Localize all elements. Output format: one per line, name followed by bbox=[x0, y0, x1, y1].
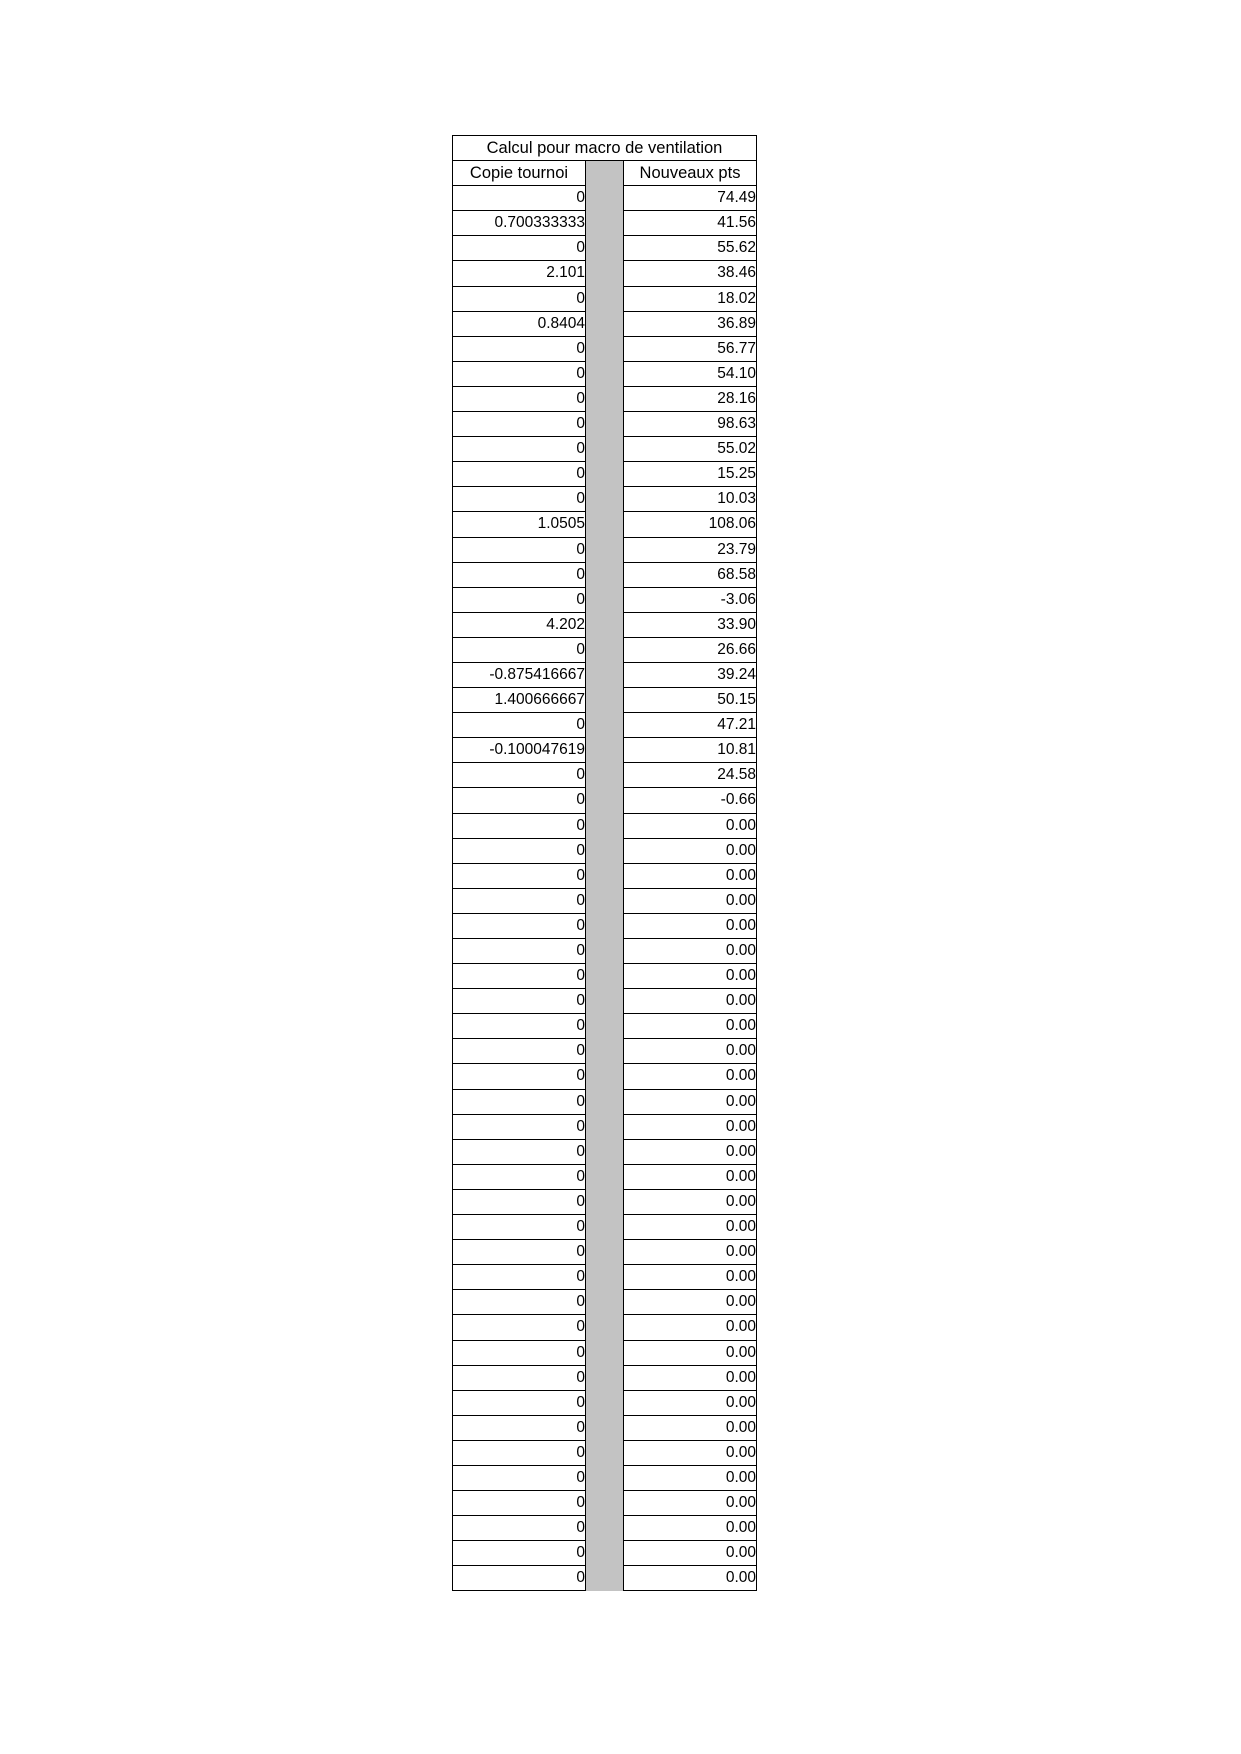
cell-nouveaux-pts[interactable]: 0.00 bbox=[624, 1265, 757, 1290]
table-row bbox=[453, 336, 757, 361]
table-row bbox=[453, 1139, 757, 1164]
cell-nouveaux-pts[interactable]: 0.00 bbox=[624, 1440, 757, 1465]
cell-spacer bbox=[586, 1039, 624, 1064]
table-row bbox=[453, 1465, 757, 1490]
cell-spacer bbox=[586, 637, 624, 662]
cell-nouveaux-pts[interactable]: 56.77 bbox=[624, 336, 757, 361]
cell-spacer bbox=[586, 763, 624, 788]
table-row bbox=[453, 662, 757, 687]
table-row bbox=[453, 1440, 757, 1465]
cell-nouveaux-pts[interactable]: 38.46 bbox=[624, 261, 757, 286]
cell-copie-tournoi[interactable]: 0 bbox=[453, 386, 586, 411]
table-row bbox=[453, 1290, 757, 1315]
cell-nouveaux-pts[interactable]: 0.00 bbox=[624, 1089, 757, 1114]
cell-nouveaux-pts[interactable]: -0.66 bbox=[624, 788, 757, 813]
cell-nouveaux-pts[interactable]: 24.58 bbox=[624, 763, 757, 788]
cell-spacer bbox=[586, 236, 624, 261]
cell-spacer bbox=[586, 462, 624, 487]
cell-nouveaux-pts[interactable]: 0.00 bbox=[624, 1566, 757, 1591]
cell-nouveaux-pts[interactable]: 0.00 bbox=[624, 1315, 757, 1340]
cell-copie-tournoi[interactable]: 0 bbox=[453, 537, 586, 562]
cell-nouveaux-pts[interactable]: 0.00 bbox=[624, 1465, 757, 1490]
table-row bbox=[453, 763, 757, 788]
cell-nouveaux-pts[interactable]: 0.00 bbox=[624, 1340, 757, 1365]
cell-nouveaux-pts[interactable]: 50.15 bbox=[624, 688, 757, 713]
table-row bbox=[453, 311, 757, 336]
cell-nouveaux-pts[interactable]: 28.16 bbox=[624, 386, 757, 411]
table-title-row bbox=[453, 136, 757, 161]
cell-copie-tournoi[interactable]: 0 bbox=[453, 1215, 586, 1240]
cell-nouveaux-pts[interactable]: 0.00 bbox=[624, 838, 757, 863]
table-row bbox=[453, 1039, 757, 1064]
cell-spacer bbox=[586, 1415, 624, 1440]
cell-nouveaux-pts[interactable]: 0.00 bbox=[624, 1365, 757, 1390]
table-row bbox=[453, 939, 757, 964]
cell-spacer bbox=[586, 412, 624, 437]
table-row bbox=[453, 1541, 757, 1566]
cell-copie-tournoi[interactable]: -0.875416667 bbox=[453, 662, 586, 687]
cell-copie-tournoi[interactable]: 0 bbox=[453, 1265, 586, 1290]
cell-spacer bbox=[586, 1390, 624, 1415]
cell-copie-tournoi[interactable]: 0 bbox=[453, 186, 586, 211]
cell-copie-tournoi[interactable]: 0 bbox=[453, 1189, 586, 1214]
cell-copie-tournoi[interactable]: 0 bbox=[453, 1064, 586, 1089]
table-row bbox=[453, 1189, 757, 1214]
cell-copie-tournoi[interactable]: 0 bbox=[453, 913, 586, 938]
cell-spacer bbox=[586, 888, 624, 913]
cell-copie-tournoi[interactable]: 0 bbox=[453, 1465, 586, 1490]
cell-nouveaux-pts[interactable]: 0.00 bbox=[624, 1164, 757, 1189]
table-row bbox=[453, 1014, 757, 1039]
cell-spacer bbox=[586, 713, 624, 738]
cell-copie-tournoi[interactable]: 2.101 bbox=[453, 261, 586, 286]
cell-copie-tournoi[interactable]: 0 bbox=[453, 1415, 586, 1440]
column-header-copie-tournoi[interactable]: Copie tournoi bbox=[453, 161, 586, 186]
cell-nouveaux-pts[interactable]: 54.10 bbox=[624, 361, 757, 386]
cell-nouveaux-pts[interactable]: 0.00 bbox=[624, 863, 757, 888]
cell-copie-tournoi[interactable]: 0 bbox=[453, 788, 586, 813]
cell-spacer bbox=[586, 186, 624, 211]
cell-nouveaux-pts[interactable]: 55.02 bbox=[624, 437, 757, 462]
cell-nouveaux-pts[interactable]: 47.21 bbox=[624, 713, 757, 738]
cell-nouveaux-pts[interactable]: 15.25 bbox=[624, 462, 757, 487]
cell-copie-tournoi[interactable]: 0 bbox=[453, 1139, 586, 1164]
table-row bbox=[453, 838, 757, 863]
cell-spacer bbox=[586, 1465, 624, 1490]
cell-nouveaux-pts[interactable]: 0.00 bbox=[624, 813, 757, 838]
cell-copie-tournoi[interactable]: 0 bbox=[453, 1114, 586, 1139]
table-row bbox=[453, 487, 757, 512]
cell-copie-tournoi[interactable]: 0 bbox=[453, 1089, 586, 1114]
table-header-row bbox=[453, 161, 757, 186]
cell-spacer bbox=[586, 1315, 624, 1340]
cell-spacer bbox=[586, 1240, 624, 1265]
cell-nouveaux-pts[interactable]: 33.90 bbox=[624, 612, 757, 637]
cell-copie-tournoi[interactable]: 0 bbox=[453, 562, 586, 587]
cell-nouveaux-pts[interactable]: 0.00 bbox=[624, 989, 757, 1014]
cell-nouveaux-pts[interactable]: 108.06 bbox=[624, 512, 757, 537]
table-row bbox=[453, 1164, 757, 1189]
cell-spacer bbox=[586, 1440, 624, 1465]
cell-spacer bbox=[586, 989, 624, 1014]
table-title: Calcul pour macro de ventilation bbox=[453, 136, 757, 161]
cell-spacer bbox=[586, 863, 624, 888]
cell-copie-tournoi[interactable]: 0 bbox=[453, 236, 586, 261]
cell-spacer bbox=[586, 512, 624, 537]
calcul-ventilation-table bbox=[452, 135, 757, 1591]
table-row bbox=[453, 386, 757, 411]
cell-spacer bbox=[586, 612, 624, 637]
column-header-nouveaux-pts[interactable]: Nouveaux pts bbox=[624, 161, 757, 186]
cell-copie-tournoi[interactable]: 0 bbox=[453, 437, 586, 462]
cell-spacer bbox=[586, 1365, 624, 1390]
cell-copie-tournoi[interactable]: 0 bbox=[453, 487, 586, 512]
cell-copie-tournoi[interactable]: 0 bbox=[453, 462, 586, 487]
cell-copie-tournoi[interactable]: 0 bbox=[453, 838, 586, 863]
table-row bbox=[453, 738, 757, 763]
cell-spacer bbox=[586, 286, 624, 311]
cell-copie-tournoi[interactable]: 0 bbox=[453, 587, 586, 612]
spreadsheet-region bbox=[452, 135, 756, 1591]
table-row bbox=[453, 1491, 757, 1516]
table-row bbox=[453, 286, 757, 311]
cell-spacer bbox=[586, 562, 624, 587]
cell-copie-tournoi[interactable]: 0 bbox=[453, 1240, 586, 1265]
cell-spacer bbox=[586, 261, 624, 286]
table-row bbox=[453, 512, 757, 537]
cell-spacer bbox=[586, 361, 624, 386]
cell-spacer bbox=[586, 211, 624, 236]
table-row bbox=[453, 913, 757, 938]
cell-spacer bbox=[586, 537, 624, 562]
cell-nouveaux-pts[interactable]: 0.00 bbox=[624, 1516, 757, 1541]
cell-spacer bbox=[586, 1491, 624, 1516]
cell-nouveaux-pts[interactable]: 74.49 bbox=[624, 186, 757, 211]
table-row bbox=[453, 989, 757, 1014]
table-row bbox=[453, 964, 757, 989]
cell-nouveaux-pts[interactable]: 68.58 bbox=[624, 562, 757, 587]
table-row bbox=[453, 361, 757, 386]
cell-spacer bbox=[586, 838, 624, 863]
table-row bbox=[453, 537, 757, 562]
table-row bbox=[453, 1215, 757, 1240]
cell-nouveaux-pts[interactable]: 0.00 bbox=[624, 1215, 757, 1240]
cell-spacer bbox=[586, 813, 624, 838]
table-row bbox=[453, 462, 757, 487]
cell-copie-tournoi[interactable]: 0 bbox=[453, 1164, 586, 1189]
table-row bbox=[453, 1365, 757, 1390]
cell-copie-tournoi[interactable]: 0 bbox=[453, 763, 586, 788]
cell-nouveaux-pts[interactable]: 41.56 bbox=[624, 211, 757, 236]
cell-spacer bbox=[586, 1215, 624, 1240]
cell-copie-tournoi[interactable]: 0.700333333 bbox=[453, 211, 586, 236]
cell-nouveaux-pts[interactable]: 0.00 bbox=[624, 1139, 757, 1164]
cell-nouveaux-pts[interactable]: -3.06 bbox=[624, 587, 757, 612]
cell-copie-tournoi[interactable]: 0 bbox=[453, 964, 586, 989]
cell-spacer bbox=[586, 939, 624, 964]
cell-nouveaux-pts[interactable]: 55.62 bbox=[624, 236, 757, 261]
table-row bbox=[453, 1315, 757, 1340]
cell-spacer bbox=[586, 1290, 624, 1315]
cell-copie-tournoi[interactable]: 0 bbox=[453, 939, 586, 964]
table-row bbox=[453, 1265, 757, 1290]
cell-copie-tournoi[interactable]: 0 bbox=[453, 286, 586, 311]
cell-spacer bbox=[586, 1189, 624, 1214]
cell-nouveaux-pts[interactable]: 0.00 bbox=[624, 1064, 757, 1089]
table-row bbox=[453, 1089, 757, 1114]
cell-spacer bbox=[586, 688, 624, 713]
cell-copie-tournoi[interactable]: 0 bbox=[453, 1315, 586, 1340]
table-row bbox=[453, 412, 757, 437]
table-row bbox=[453, 863, 757, 888]
cell-nouveaux-pts[interactable]: 0.00 bbox=[624, 1290, 757, 1315]
cell-copie-tournoi[interactable]: 0 bbox=[453, 1516, 586, 1541]
cell-nouveaux-pts[interactable]: 0.00 bbox=[624, 888, 757, 913]
cell-spacer bbox=[586, 1014, 624, 1039]
cell-nouveaux-pts[interactable]: 0.00 bbox=[624, 1491, 757, 1516]
table-row bbox=[453, 788, 757, 813]
table-row bbox=[453, 688, 757, 713]
cell-spacer bbox=[586, 587, 624, 612]
cell-spacer bbox=[586, 311, 624, 336]
cell-nouveaux-pts[interactable]: 98.63 bbox=[624, 412, 757, 437]
cell-nouveaux-pts[interactable]: 0.00 bbox=[624, 913, 757, 938]
cell-spacer bbox=[586, 1340, 624, 1365]
cell-nouveaux-pts[interactable]: 0.00 bbox=[624, 1039, 757, 1064]
cell-nouveaux-pts[interactable]: 23.79 bbox=[624, 537, 757, 562]
table-row bbox=[453, 186, 757, 211]
cell-copie-tournoi[interactable]: -0.100047619 bbox=[453, 738, 586, 763]
cell-spacer bbox=[586, 1089, 624, 1114]
cell-copie-tournoi[interactable]: 0 bbox=[453, 1541, 586, 1566]
table-row bbox=[453, 562, 757, 587]
table-row bbox=[453, 236, 757, 261]
cell-spacer bbox=[586, 1541, 624, 1566]
cell-nouveaux-pts[interactable]: 26.66 bbox=[624, 637, 757, 662]
cell-spacer bbox=[586, 662, 624, 687]
cell-nouveaux-pts[interactable]: 0.00 bbox=[624, 964, 757, 989]
cell-copie-tournoi[interactable]: 0 bbox=[453, 336, 586, 361]
table-row bbox=[453, 612, 757, 637]
table-row bbox=[453, 713, 757, 738]
cell-nouveaux-pts[interactable]: 0.00 bbox=[624, 1541, 757, 1566]
cell-spacer bbox=[586, 487, 624, 512]
table-row bbox=[453, 1114, 757, 1139]
cell-spacer bbox=[586, 913, 624, 938]
cell-copie-tournoi[interactable]: 0 bbox=[453, 1039, 586, 1064]
cell-copie-tournoi[interactable]: 0 bbox=[453, 1365, 586, 1390]
cell-spacer bbox=[586, 437, 624, 462]
table-row bbox=[453, 1415, 757, 1440]
cell-copie-tournoi[interactable]: 0 bbox=[453, 1290, 586, 1315]
cell-copie-tournoi[interactable]: 1.0505 bbox=[453, 512, 586, 537]
cell-copie-tournoi[interactable]: 0 bbox=[453, 1491, 586, 1516]
cell-nouveaux-pts[interactable]: 0.00 bbox=[624, 1189, 757, 1214]
cell-copie-tournoi[interactable]: 0 bbox=[453, 637, 586, 662]
column-header-spacer bbox=[586, 161, 624, 186]
cell-nouveaux-pts[interactable]: 0.00 bbox=[624, 1014, 757, 1039]
cell-nouveaux-pts[interactable]: 10.81 bbox=[624, 738, 757, 763]
cell-spacer bbox=[586, 1516, 624, 1541]
cell-copie-tournoi[interactable]: 0 bbox=[453, 888, 586, 913]
cell-spacer bbox=[586, 1064, 624, 1089]
cell-copie-tournoi[interactable]: 0 bbox=[453, 989, 586, 1014]
cell-nouveaux-pts[interactable]: 0.00 bbox=[624, 1114, 757, 1139]
cell-spacer bbox=[586, 964, 624, 989]
cell-nouveaux-pts[interactable]: 36.89 bbox=[624, 311, 757, 336]
cell-nouveaux-pts[interactable]: 18.02 bbox=[624, 286, 757, 311]
cell-copie-tournoi[interactable]: 0 bbox=[453, 863, 586, 888]
table-body bbox=[453, 136, 757, 1591]
cell-copie-tournoi[interactable]: 0 bbox=[453, 412, 586, 437]
cell-spacer bbox=[586, 386, 624, 411]
table-row bbox=[453, 888, 757, 913]
cell-copie-tournoi[interactable]: 0.8404 bbox=[453, 311, 586, 336]
cell-copie-tournoi[interactable]: 4.202 bbox=[453, 612, 586, 637]
cell-copie-tournoi[interactable]: 0 bbox=[453, 1566, 586, 1591]
cell-nouveaux-pts[interactable]: 0.00 bbox=[624, 939, 757, 964]
cell-spacer bbox=[586, 336, 624, 361]
table-row bbox=[453, 1340, 757, 1365]
cell-copie-tournoi[interactable]: 0 bbox=[453, 1390, 586, 1415]
cell-spacer bbox=[586, 1114, 624, 1139]
cell-spacer bbox=[586, 788, 624, 813]
table-row bbox=[453, 1064, 757, 1089]
cell-copie-tournoi[interactable]: 0 bbox=[453, 1340, 586, 1365]
table-row bbox=[453, 211, 757, 236]
cell-copie-tournoi[interactable]: 0 bbox=[453, 813, 586, 838]
table-row bbox=[453, 587, 757, 612]
table-row bbox=[453, 437, 757, 462]
cell-nouveaux-pts[interactable]: 10.03 bbox=[624, 487, 757, 512]
cell-copie-tournoi[interactable]: 0 bbox=[453, 1440, 586, 1465]
cell-nouveaux-pts[interactable]: 0.00 bbox=[624, 1415, 757, 1440]
table-row bbox=[453, 1566, 757, 1591]
cell-spacer bbox=[586, 1265, 624, 1290]
cell-copie-tournoi[interactable]: 1.400666667 bbox=[453, 688, 586, 713]
cell-spacer bbox=[586, 1139, 624, 1164]
cell-nouveaux-pts[interactable]: 0.00 bbox=[624, 1240, 757, 1265]
cell-spacer bbox=[586, 1164, 624, 1189]
table-row bbox=[453, 637, 757, 662]
cell-copie-tournoi[interactable]: 0 bbox=[453, 361, 586, 386]
cell-nouveaux-pts[interactable]: 39.24 bbox=[624, 662, 757, 687]
table-row bbox=[453, 261, 757, 286]
table-row bbox=[453, 1390, 757, 1415]
table-row bbox=[453, 1240, 757, 1265]
cell-copie-tournoi[interactable]: 0 bbox=[453, 713, 586, 738]
cell-nouveaux-pts[interactable]: 0.00 bbox=[624, 1390, 757, 1415]
table-row bbox=[453, 1516, 757, 1541]
cell-copie-tournoi[interactable]: 0 bbox=[453, 1014, 586, 1039]
cell-spacer bbox=[586, 1566, 624, 1591]
table-row bbox=[453, 813, 757, 838]
cell-spacer bbox=[586, 738, 624, 763]
